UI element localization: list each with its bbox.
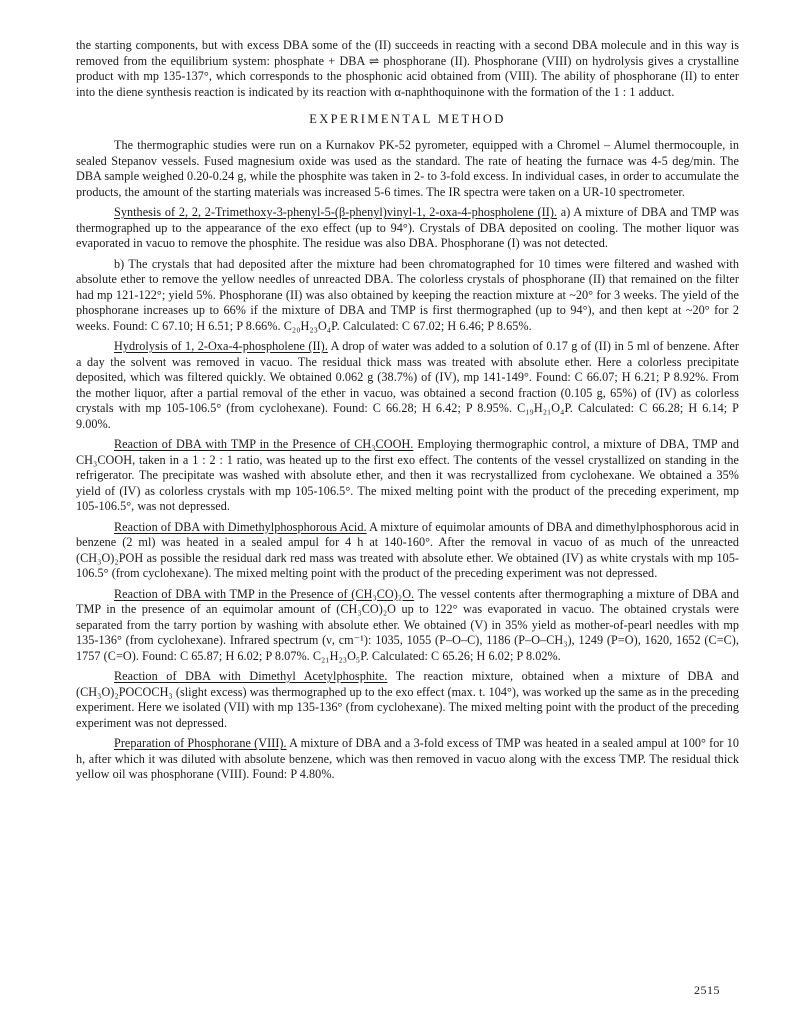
intro-paragraph: the starting components, but with excess DBA some of the (II) succeeds in reacting with a second DBA molecule and in this way is removed from the equilibrium system: phosphate + DBA ⇌ phosphorane (II). Phosphorane (VIII) on hydrolysis gives a crystalline product with mp 135-137°, which corresponds to the phosphonic acid obtained from (VIII). The ability of phosphorane (II) to enter into the diene synthesis reaction is indicated by its reaction with α-naphthoquinone with the formation of the 1 : 1 adduct. <box>76 38 739 99</box>
acetylphosphite-paragraph <box>76 669 739 731</box>
acetic-acid-title: Reaction of DBA with TMP in the Presence of CH₃COOH. <box>114 437 414 451</box>
phosphorane-viii-body: A mixture of DBA and a 3-fold excess of TMP was heated in a sealed ampul at 100° for 10 h, after which it was diluted with absolute benzene, which was then removed in vacuo along with the excess TMP. The residual thick yellow oil was phosphorane (VIII). Found: P 4.80%. <box>76 736 739 781</box>
anhydride-body: The vessel contents after thermographing a mixture of DBA and TMP in the presence of an equimolar amount of (CH₃CO)₂O up to 122° was evaporated in vacuo. The obtained crystals were separated from the tarry portion by washing with absolute ether. We obtained (V) in 35% yield as mother-of-pearl needles with mp 135-136° (from cyclohexane). Infrared spectrum (ν, cm⁻¹): 1035, 1055 (P–O–C), 1186 (P–O–CH₃), 1249 (P=O), 1620, 1652 (C=C), 1757 (C=O). Found: C 65.87; H 6.02; P 8.07%. C₂₁H₂₃O₅P. Calculated: C 65.26; H 6.02; P 8.02%. <box>76 586 739 663</box>
acetic-acid-paragraph <box>76 437 739 515</box>
acetylphosphite-body: The reaction mixture, obtained when a mixture of DBA and (CH₃O)₂POCOCH₃ (slight excess) was thermographed up to the exo effect (max. t. 104°), was worked up the same as in the preceding experiment. Here we isolated (VII) with mp 135-136° (from cyclohexane). The mixed melting point with the product of the preceding experiment was not depressed. <box>76 669 739 730</box>
dimethylphosphorous-body: A mixture of equimolar amounts of DBA and dimethylphosphorous acid in benzene (2 ml) was heated in a sealed ampul for 4 h at 140-160°. After the removal in vacuo of as much of the unreacted (CH₃O)₂POH as possible the residual dark red mass was treated with absolute ether. We obtained (IV) as white crystals with mp 105-106.5° (from cyclohexane). The mixed melting point with the product of the preceding experiment was not depressed. <box>76 519 740 580</box>
synthesis-body: a) A mixture of DBA and TMP was thermographed up to the appearance of the exo effect (up to 94°). Crystals of DBA deposited on cooling. The mother liquor was evaporated in vacuo to remove the phosphite. The residue was also DBA. Phosphorane (I) was not detected. <box>76 205 739 250</box>
hydrolysis-body: A drop of water was added to a solution of 0.17 g of (II) in 5 ml of benzene. After a day the solvent was removed in vacuo. The residual thick mass was treated with absolute ether. Here a colorless precipitate deposited, which was filtered quickly. We obtained 0.062 g (38.7%) of (IV), mp 141-149°. Found: C 66.07; H 6.21; P 8.92%. From the mother liquor, after a partial removal of the ether in vacuo, was obtained a second fraction (0.105 g, 65%) of (IV) as colorless crystals with mp 105-106.5° (from cyclohexane). Found: C 66.28; H 6.42; P 8.95%. C₁₉H₂₁O₄P. Calculated: C 66.28; H 6.14; P 9.00%. <box>76 339 739 431</box>
phosphorane-viii-paragraph <box>76 736 739 783</box>
page-body <box>76 38 739 788</box>
anhydride-paragraph <box>76 587 739 665</box>
dimethylphosphorous-title: Reaction of DBA with Dimethylphosphorous Acid. <box>114 519 367 534</box>
synthesis-title: Synthesis of 2, 2, 2-Trimethoxy-3-phenyl-5-(β-phenyl)vinyl-1, 2-oxa-4-phospholene (II). <box>114 205 558 219</box>
section-heading: EXPERIMENTAL METHOD <box>309 112 506 126</box>
dimethylphosphorous-paragraph <box>76 520 739 582</box>
phosphorane-viii-title: Preparation of Phosphorane (VIII). <box>114 736 287 750</box>
synthesis-b-paragraph: b) The crystals that had deposited after the mixture had been chromatographed for 10 times were filtered and washed with absolute ether to remove the yellow needles of unreacted DBA. The colorless crystals of phosphorane (II) that remained on the filter had mp 121-122°; yield 5%. Phosphorane (II) was also obtained by keeping the reaction mixture at ~20° for 3 weeks. The yield of the phosphorane increases up to 66% if the mixture of DBA and TMP is first thermographed (up to 94°), and then kept at ~20° for 2 weeks. Found: C 67.10; H 6.51; P 8.66%. C₂₀H₂₃O₄P. Calculated: C 67.02; H 6.46; P 8.65%. <box>76 256 739 333</box>
acetic-acid-body: Employing thermographic control, a mixture of DBA, TMP and CH₃COOH, taken in a 1 : 2 : 1 ratio, was heated up to the first exo effect. The contents of the vessel crystallized on standing in the refrigerator. The precipitate was washed with absolute ether, and then it was recrystallized from cyclohexane. We obtained a 35% yield of (IV) as colorless crystals with mp 105-106.5°. The mixed melting point with the product of the preceding experiment, mp 105-106.5°, was not depressed. <box>76 437 739 513</box>
hydrolysis-paragraph <box>76 339 739 432</box>
hydrolysis-title: Hydrolysis of 1, 2-Oxa-4-phospholene (II). <box>114 339 328 353</box>
page-number: 2515 <box>694 983 720 997</box>
synthesis-paragraph <box>76 205 739 252</box>
method-paragraph: The thermographic studies were run on a Kurnakov PK-52 pyrometer, equipped with a Chromel – Alumel thermocouple, in sealed Stepanov vessels. Fused magnesium oxide was used as the standard. The rate of heating the furnace was 4-5 deg/min. The DBA sample weighed 0.20-0.24 g, while the phosphite was taken in 2- to 3-fold excess. In individual cases, in order to accumulate the products, the amount of the starting materials was increased 5-6 times. The IR spectra were taken on a UR-10 spectrometer. <box>76 138 739 199</box>
acetylphosphite-title: Reaction of DBA with Dimethyl Acetylphosphite. <box>114 669 388 683</box>
anhydride-title: Reaction of DBA with TMP in the Presence of (CH₃CO)₂O. <box>114 586 415 601</box>
